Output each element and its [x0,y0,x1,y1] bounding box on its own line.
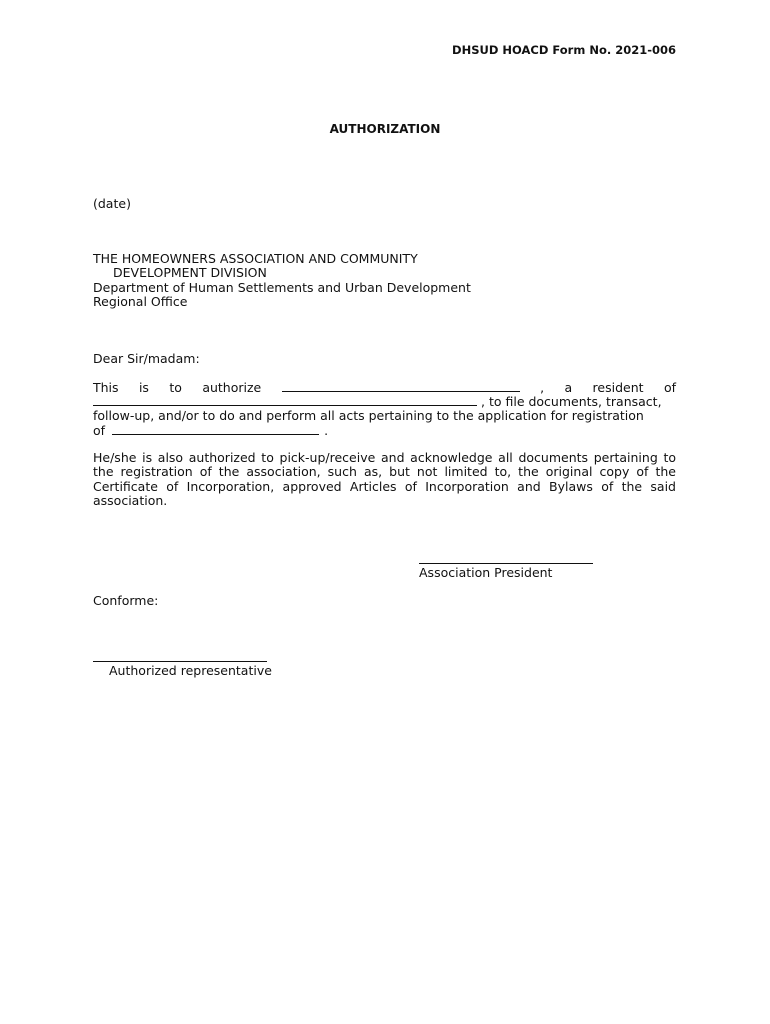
residence-address-blank[interactable] [93,394,477,406]
period: . [324,422,329,438]
representative-signature-block [93,648,272,678]
word-to: to [169,380,182,395]
word-this: This [93,380,119,395]
word-is: is [138,380,149,395]
representative-label: Authorized representative [109,663,272,678]
conforme-label: Conforme: [93,593,159,608]
paragraph1-line-4 [93,423,676,437]
addressee-line-3: Department of Human Settlements and Urban Development [93,279,471,295]
representative-signature-line[interactable] [93,648,267,662]
president-signature-block [419,550,593,580]
word-of-line4: of [93,422,106,438]
date-placeholder: (date) [93,196,131,211]
word-resident: resident [592,380,644,395]
addressee-block [93,252,471,309]
president-signature-line[interactable] [419,550,593,564]
association-name-blank[interactable] [112,423,319,435]
word-of: of [663,380,676,395]
word-authorize: authorize [202,380,262,395]
paragraph1-line-1 [93,380,676,394]
addressee-line-4: Regional Office [93,293,188,309]
pickup-authorization-paragraph: He/she is also authorized to pick-up/receive and acknowledge all documents pertaining to the registration of the association, such as, but not limited to, the original copy of the Certificate of Incorporation, approved Articles of Incorporation and Bylaws of the said association. [93,450,676,509]
authorized-name-blank[interactable] [282,380,520,392]
president-label: Association President [419,565,553,580]
addressee-line-2: DEVELOPMENT DIVISION [113,265,267,281]
salutation: Dear Sir/madam: [93,351,200,366]
authorization-paragraph [93,380,676,437]
word-comma: , [540,380,545,395]
paragraph1-line-3: follow-up, and/or to do and perform all acts pertaining to the application for registration [93,407,644,423]
paragraph1-line-2-text: , to file documents, transact, [481,394,662,410]
document-title: AUTHORIZATION [329,122,441,136]
addressee-line-1: THE HOMEOWNERS ASSOCIATION AND COMMUNITY [93,251,418,266]
form-number: DHSUD HOACD Form No. 2021-006 [452,43,676,57]
paragraph1-line-2 [93,394,676,408]
word-a: a [564,380,573,395]
